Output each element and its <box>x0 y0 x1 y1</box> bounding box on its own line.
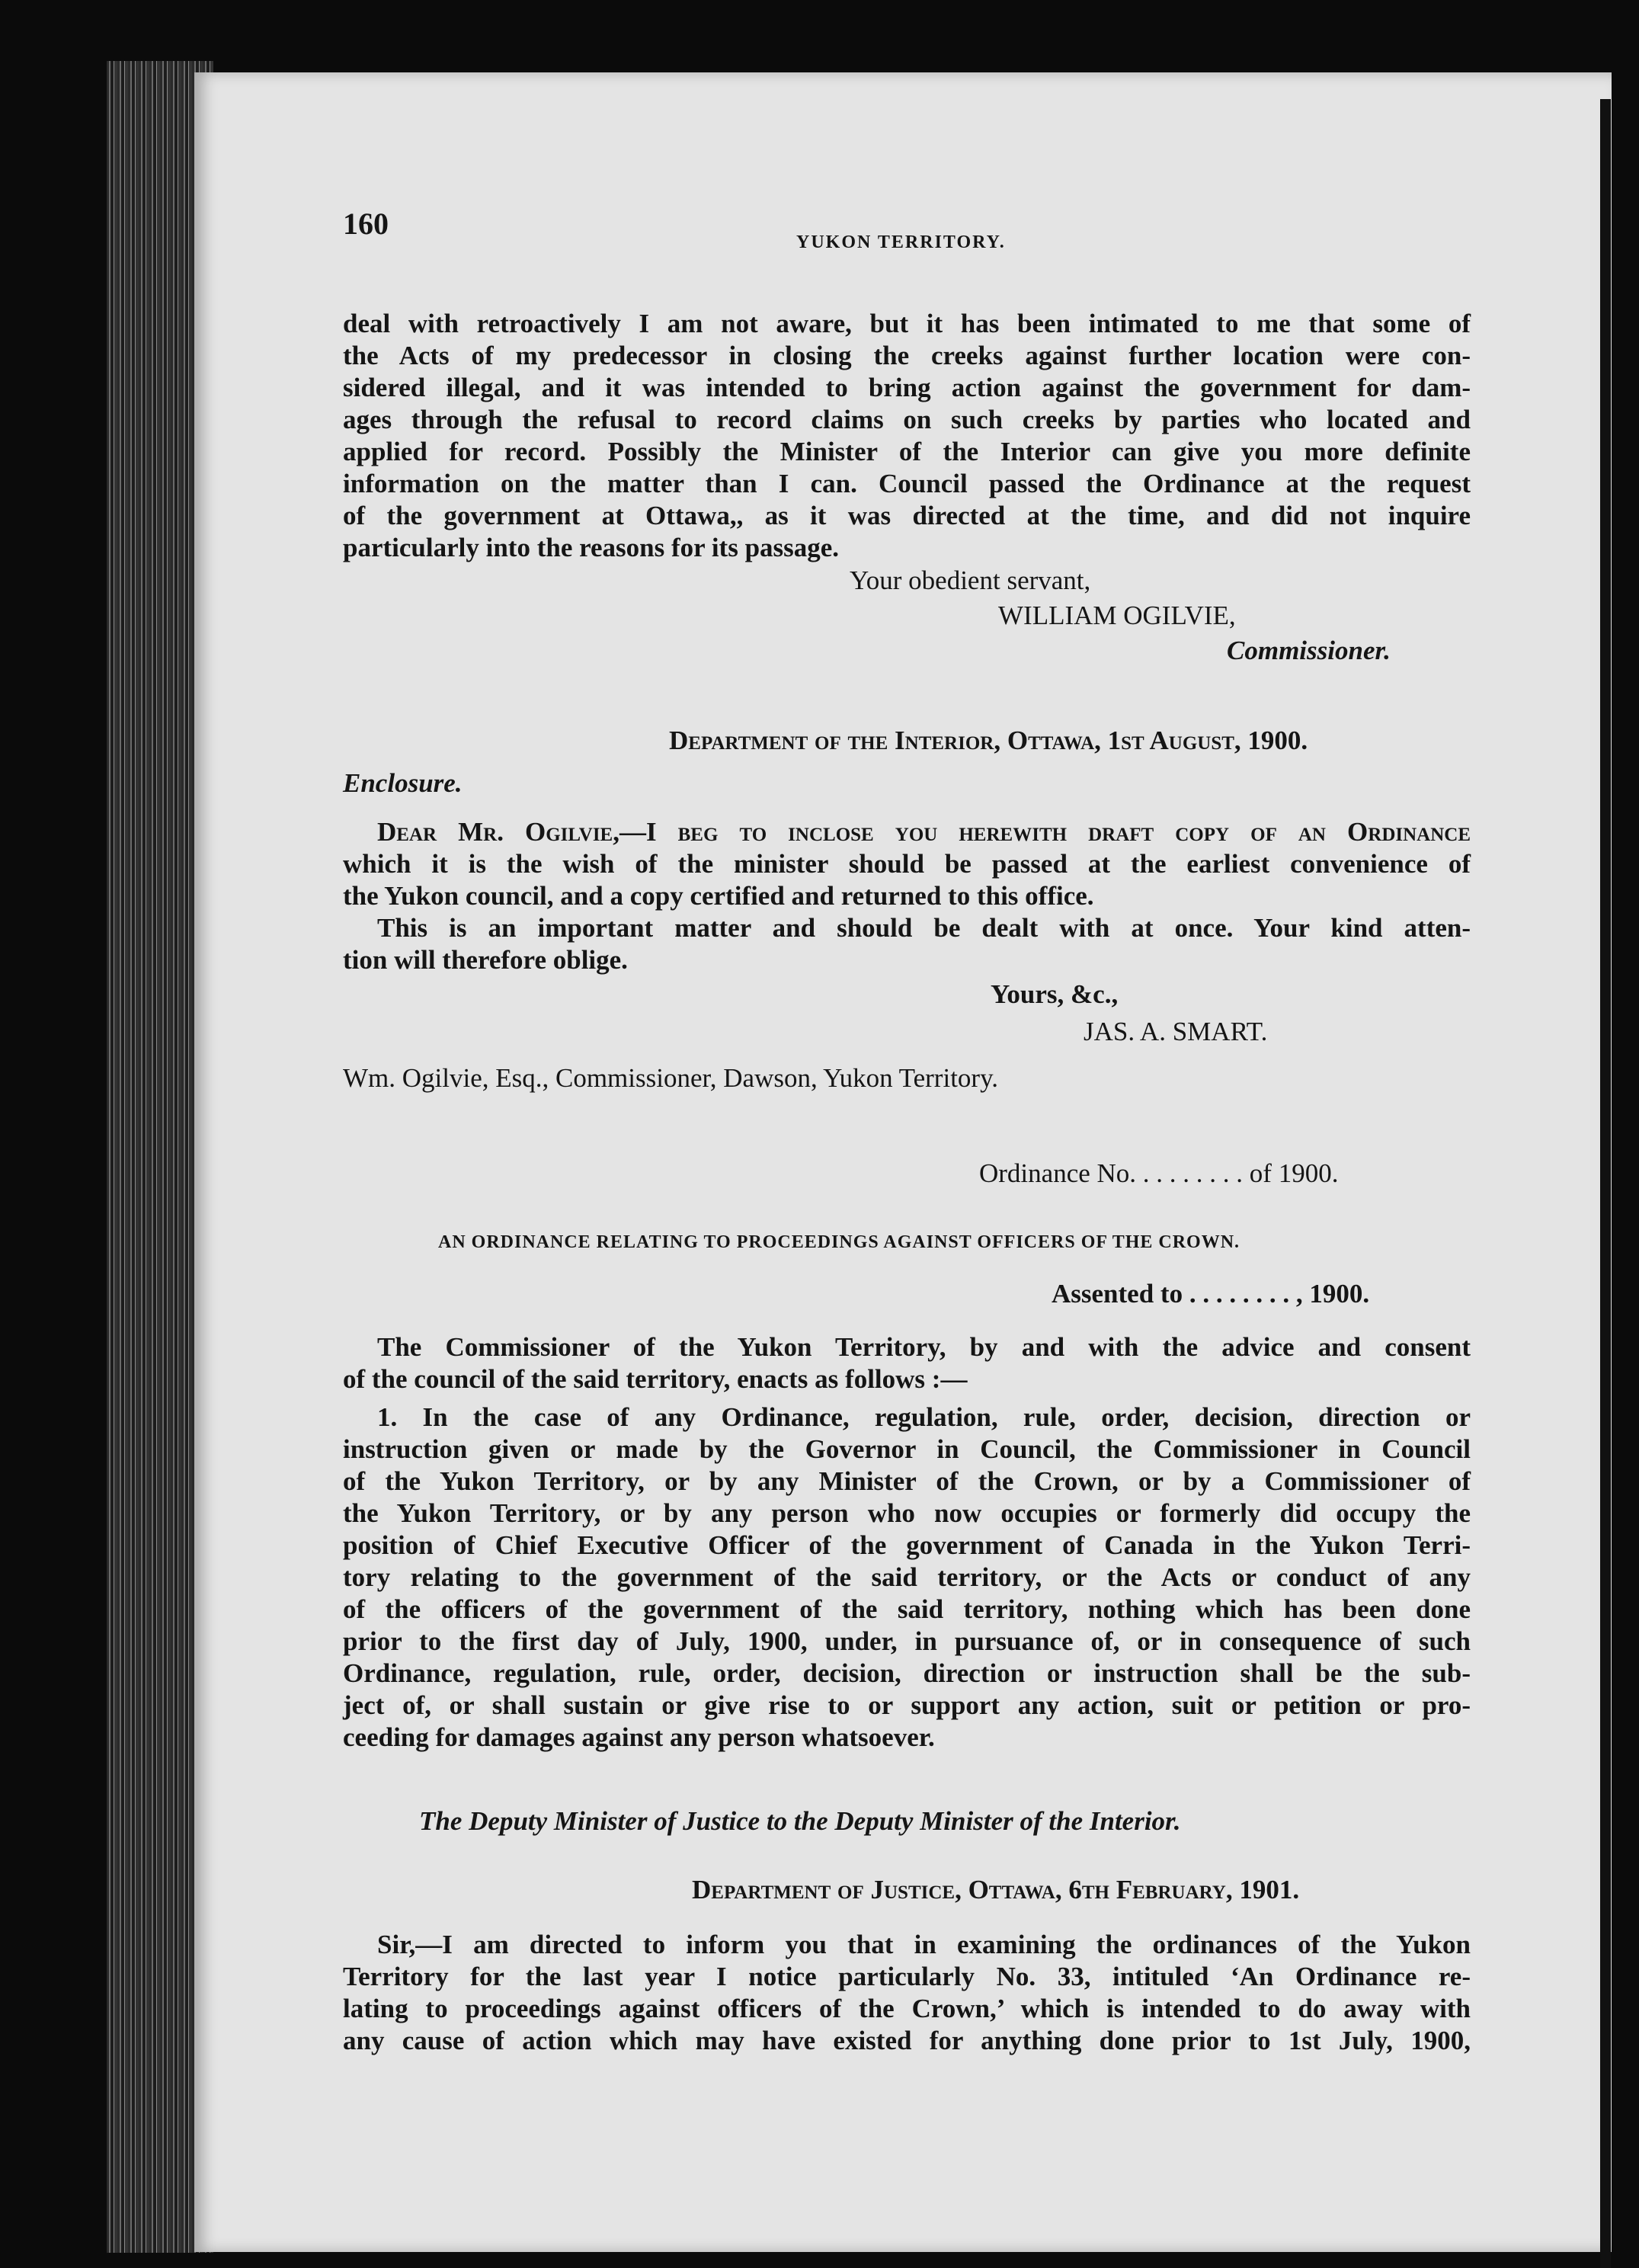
enclosure-closing: Yours, &c., <box>991 979 1119 1009</box>
letter1-line: sidered illegal, and it was intended to bring action against the government for dam- <box>343 373 1471 402</box>
letter2-line: Sir,—I am directed to inform you that in examining the ordinances of the Yukon <box>377 1930 1471 1959</box>
letter1-signature: WILLIAM OGILVIE, <box>998 601 1236 630</box>
ordinance-preamble-line: of the council of the said territory, enacts as follows :— <box>343 1364 968 1394</box>
enclosure-addressee: Wm. Ogilvie, Esq., Commissioner, Dawson, Yukon Territory. <box>343 1063 999 1093</box>
section1-line: tory relating to the government of the said territory, or the Acts or conduct of any <box>343 1562 1471 1592</box>
section1-line: 1. In the case of any Ordinance, regulation, rule, order, decision, direction or <box>377 1402 1471 1432</box>
letter1-line: the Acts of my predecessor in closing the creeks against further location were con- <box>343 341 1471 370</box>
enclosure-label: Enclosure. <box>343 768 463 798</box>
section1-line: the Yukon Territory, or by any person who now occupies or formerly did occupy the <box>343 1498 1471 1528</box>
section1-line: prior to the first day of July, 1900, under, in pursuance of, or in consequence of such <box>343 1626 1471 1656</box>
enclosure-line: Dear Mr. Ogilvie,—I beg to inclose you herewith draft copy of an Ordinance <box>377 817 1471 847</box>
ordinance-number: Ordinance No. . . . . . . . . of 1900. <box>979 1158 1339 1188</box>
letter2-heading: The Deputy Minister of Justice to the Deputy Minister of the Interior. <box>419 1806 1181 1836</box>
section1-line: of the officers of the government of the said territory, nothing which has been done <box>343 1594 1471 1624</box>
letter1-line: ages through the refusal to record claims on such creeks by parties who located and <box>343 405 1471 434</box>
enclosure-line: the Yukon council, and a copy certified and returned to this office. <box>343 881 1094 911</box>
section1-line: ceeding for damages against any person whatsoever. <box>343 1722 935 1752</box>
letter2-line: Territory for the last year I notice particularly No. 33, intituled ‘An Ordinance re- <box>343 1962 1471 1991</box>
section1-line: Ordinance, regulation, rule, order, decision, direction or instruction shall be the sub- <box>343 1658 1471 1688</box>
letter2-line: any cause of action which may have existed for anything done prior to 1st July, 1900, <box>343 2026 1471 2055</box>
running-head: YUKON TERRITORY. <box>796 232 1006 252</box>
letter1-title: Commissioner. <box>1227 636 1391 665</box>
letter2-line: lating to proceedings against officers of the Crown,’ which is intended to do away with <box>343 1994 1471 2023</box>
section1-line: instruction given or made by the Governor in Council, the Commissioner in Council <box>343 1434 1471 1464</box>
ordinance-assent: Assented to . . . . . . . . , 1900. <box>1052 1279 1370 1309</box>
page-edge-shadow <box>1600 99 1611 2268</box>
letter1-line: of the government at Ottawa,, as it was directed at the time, and did not inquire <box>343 501 1471 530</box>
page-number: 160 <box>343 207 389 241</box>
letter1-line: particularly into the reasons for its passage. <box>343 533 840 562</box>
enclosure-line: which it is the wish of the minister should be passed at the earliest convenience of <box>343 849 1471 879</box>
section1-line: of the Yukon Territory, or by any Minister of the Crown, or by a Commissioner of <box>343 1466 1471 1496</box>
letter1-closing: Your obedient servant, <box>850 565 1091 595</box>
letter1-line: applied for record. Possibly the Minister of the Interior can give you more definite <box>343 437 1471 466</box>
letter1-line: deal with retroactively I am not aware, but it has been intimated to me that some of <box>343 309 1471 338</box>
ordinance-title: AN ORDINANCE RELATING TO PROCEEDINGS AGAINST OFFICERS OF THE CROWN. <box>438 1232 1240 1252</box>
enclosure-signature: JAS. A. SMART. <box>1084 1017 1268 1046</box>
letter1-line: information on the matter than I can. Council passed the Ordinance at the request <box>343 469 1471 498</box>
enclosure-line: tion will therefore oblige. <box>343 945 628 975</box>
letter2-dateline: Department of Justice, Ottawa, 6th February, 1901. <box>692 1875 1300 1904</box>
enclosure-dateline: Department of the Interior, Ottawa, 1st August, 1900. <box>669 726 1308 755</box>
section1-line: position of Chief Executive Officer of the government of Canada in the Yukon Terri- <box>343 1530 1471 1560</box>
enclosure-line: This is an important matter and should be dealt with at once. Your kind atten- <box>377 913 1471 943</box>
ordinance-preamble-line: The Commissioner of the Yukon Territory, by and with the advice and consent <box>377 1332 1471 1362</box>
section1-line: ject of, or shall sustain or give rise to or support any action, suit or petition or pro- <box>343 1690 1471 1720</box>
